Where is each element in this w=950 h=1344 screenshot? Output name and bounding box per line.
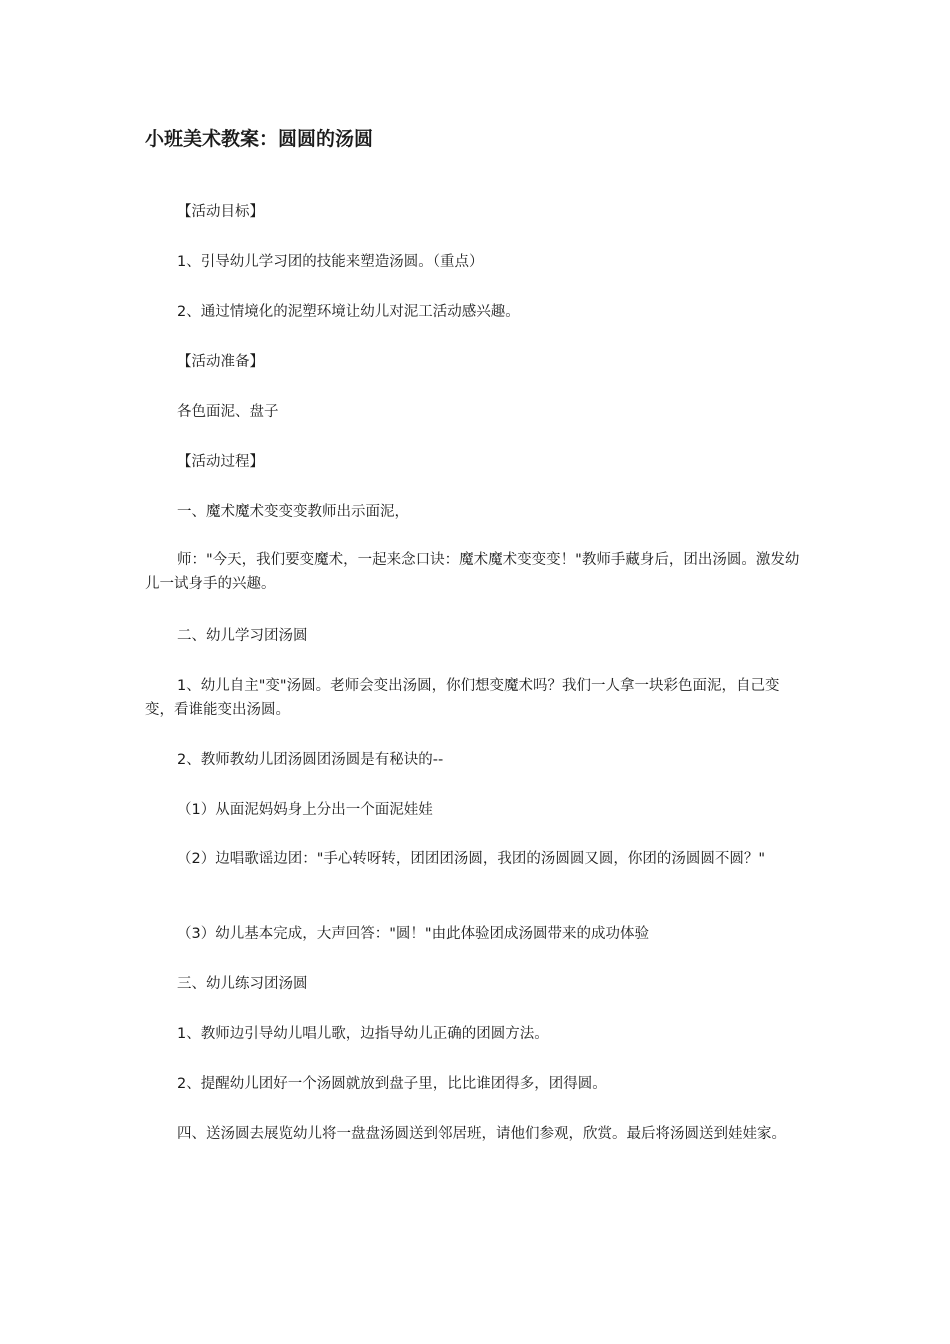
process-step-3: 三、幼儿练习团汤圆 (177, 976, 308, 992)
section-heading-process: 【活动过程】 (177, 454, 264, 470)
preparation-text: 各色面泥、盘子 (177, 404, 279, 420)
process-step-3-item-2: 2、提醒幼儿团好一个汤圆就放到盘子里，比比谁团得多，团得圆。 (177, 1076, 607, 1092)
process-step-2: 二、幼儿学习团汤圆 (177, 628, 308, 644)
process-step-2-item-2: 2、教师教幼儿团汤圆团汤圆是有秘诀的-- (177, 752, 444, 768)
process-step-1: 一、魔术魔术变变变教师出示面泥， (177, 504, 409, 520)
section-heading-goals: 【活动目标】 (177, 204, 264, 220)
document-title: 小班美术教案：圆圆的汤圆 (145, 128, 374, 150)
goal-item-2: 2、通过情境化的泥塑环境让幼儿对泥工活动感兴趣。 (177, 304, 520, 320)
process-step-1-detail: 师："今天，我们要变魔术，一起来念口诀：魔术魔术变变变！"教师手藏身后，团出汤圆。激发幼儿一试身手的兴趣。 (145, 552, 800, 592)
process-substep-3: （3）幼儿基本完成，大声回答："圆！"由此体验团成汤圆带来的成功体验 (177, 926, 650, 942)
process-substep-2: （2）边唱歌谣边团："手心转呀转，团团团汤圆，我团的汤圆圆又圆，你团的汤圆圆不圆？" (177, 851, 766, 867)
goal-item-1: 1、引导幼儿学习团的技能来塑造汤圆。（重点） (177, 254, 484, 270)
process-step-2-item-1: 1、幼儿自主"变"汤圆。老师会变出汤圆，你们想变魔术吗？我们一人拿一块彩色面泥，自己变变，看谁能变出汤圆。 (145, 678, 780, 718)
section-heading-preparation: 【活动准备】 (177, 354, 264, 370)
process-step-3-item-1: 1、教师边引导幼儿唱儿歌，边指导幼儿正确的团圆方法。 (177, 1026, 549, 1042)
process-substep-1: （1）从面泥妈妈身上分出一个面泥娃娃 (177, 802, 433, 818)
process-step-4: 四、送汤圆去展览幼儿将一盘盘汤圆送到邻居班，请他们参观，欣赏。最后将汤圆送到娃娃家。 (177, 1126, 786, 1142)
